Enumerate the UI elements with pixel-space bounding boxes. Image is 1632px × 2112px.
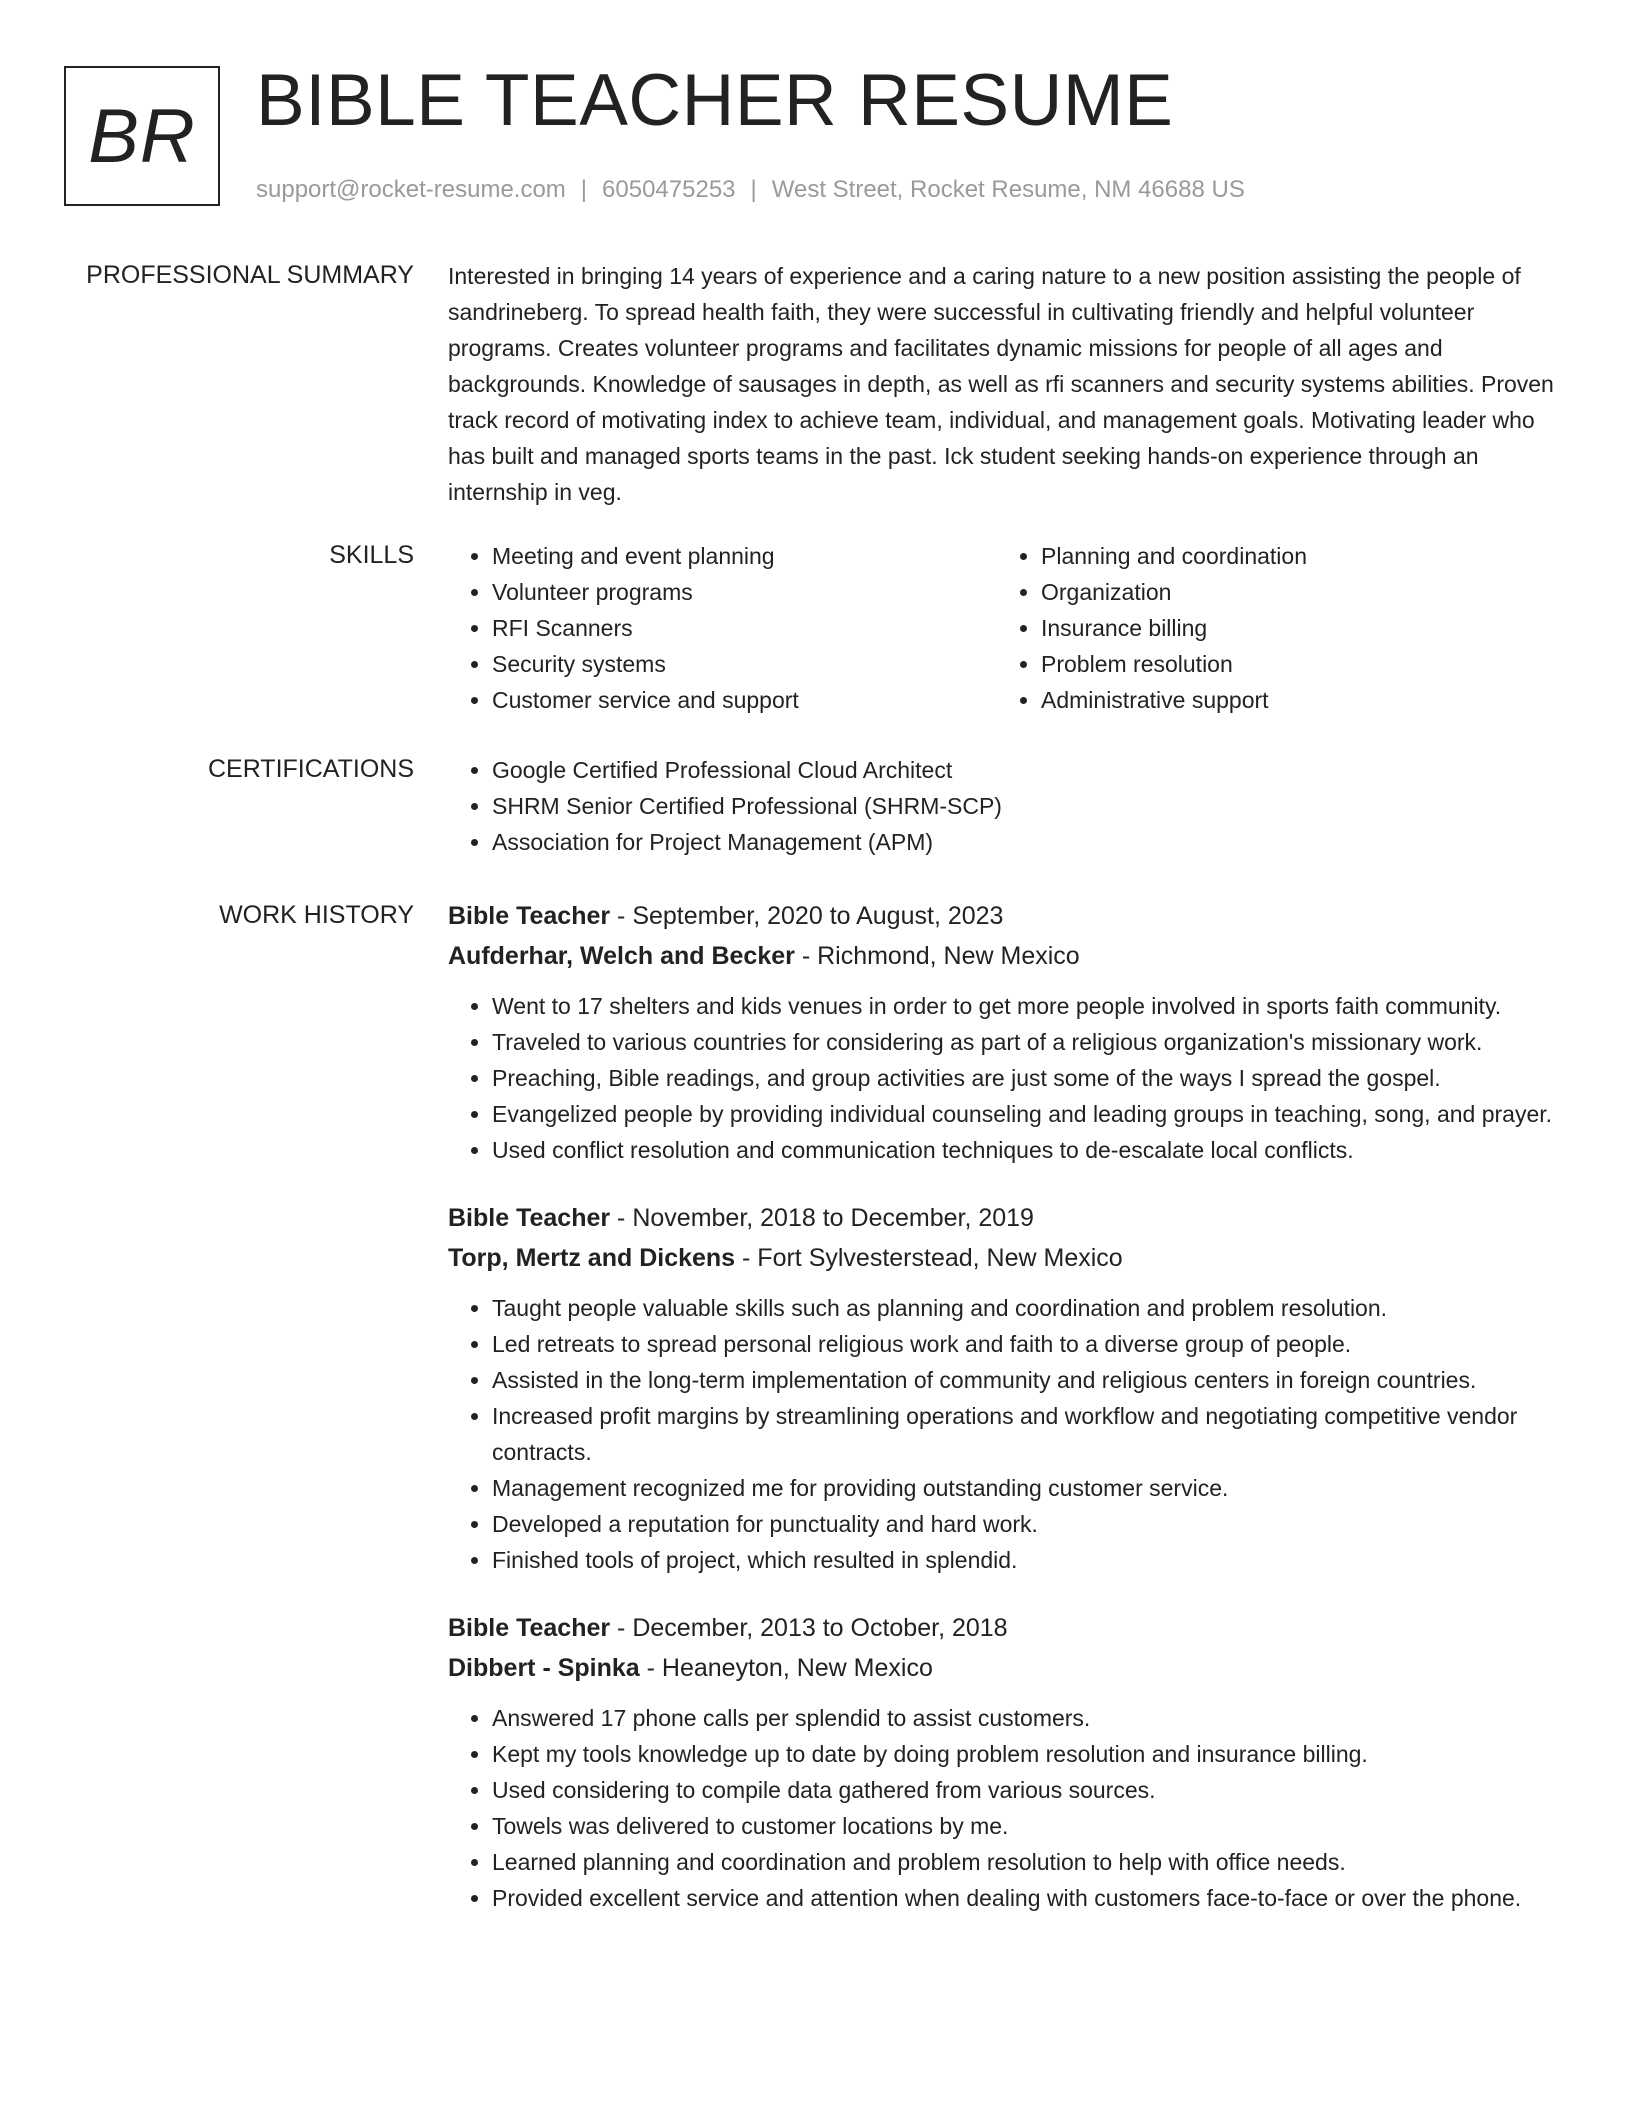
job-bullet: • Answered 17 phone calls per splendid to assist customers.: [492, 1700, 1570, 1736]
job-bullets: [448, 988, 1570, 1168]
job-location: - Fort Sylvesterstead, New Mexico: [735, 1244, 1123, 1272]
skills-body: [448, 538, 1570, 718]
job-bullet: • Towels was delivered to customer locations by me.: [492, 1808, 1570, 1844]
work-history-heading: WORK HISTORY: [219, 901, 414, 929]
monogram-initials: BR: [88, 93, 196, 179]
job-company-line: [448, 936, 1570, 976]
job-bullet: • Developed a reputation for punctuality and hard work.: [492, 1506, 1570, 1542]
skill-item: • Meeting and event planning: [492, 538, 997, 574]
job-entry: [448, 1198, 1570, 1578]
job-bullet: • Used conflict resolution and communication techniques to de-escalate local conflicts.: [492, 1132, 1570, 1168]
skills-list-left: [448, 538, 997, 718]
job-company: Dibbert - Spinka: [448, 1654, 640, 1682]
job-location: - Heaneyton, New Mexico: [639, 1654, 933, 1682]
work-history-body: [448, 896, 1570, 1946]
summary-heading: PROFESSIONAL SUMMARY: [86, 261, 414, 289]
job-bullet: • Provided excellent service and attention when dealing with customers face-to-face or over the phone.: [492, 1880, 1570, 1916]
contact-phone: 6050475253: [602, 176, 736, 203]
job-bullets: [448, 1290, 1570, 1578]
certifications-list: [448, 752, 1570, 860]
skills-list-right: [997, 538, 1546, 718]
job-bullet: • Kept my tools knowledge up to date by doing problem resolution and insurance billing.: [492, 1736, 1570, 1772]
job-role-line: [448, 896, 1570, 936]
job-bullet: • Assisted in the long-term implementation of community and religious centers in foreign countries.: [492, 1362, 1570, 1398]
skill-item: • Security systems: [492, 646, 997, 682]
job-role-line: [448, 1608, 1570, 1648]
job-location: - Richmond, New Mexico: [794, 942, 1080, 970]
job-bullet: • Went to 17 shelters and kids venues in order to get more people involved in sports faith community.: [492, 988, 1570, 1024]
certification-item: • Google Certified Professional Cloud Architect: [492, 752, 1570, 788]
job-dates: - December, 2013 to October, 2018: [610, 1614, 1008, 1642]
job-bullet: • Taught people valuable skills such as planning and coordination and problem resolution.: [492, 1290, 1570, 1326]
job-bullet: • Preaching, Bible readings, and group activities are just some of the ways I spread the gospel.: [492, 1060, 1570, 1096]
job-bullet: • Management recognized me for providing outstanding customer service.: [492, 1470, 1570, 1506]
job-bullet: • Increased profit margins by streamlining operations and workflow and negotiating competitive vendor contracts.: [492, 1398, 1570, 1470]
resume-title: BIBLE TEACHER RESUME: [256, 60, 1174, 141]
job-bullet: • Evangelized people by providing individual counseling and leading groups in teaching, song, and prayer.: [492, 1096, 1570, 1132]
skill-item: • Insurance billing: [1041, 610, 1546, 646]
job-entry: [448, 1608, 1570, 1916]
job-bullet: • Traveled to various countries for considering as part of a religious organization's missionary work.: [492, 1024, 1570, 1060]
job-bullets: [448, 1700, 1570, 1916]
job-company-line: [448, 1238, 1570, 1278]
job-role: Bible Teacher: [448, 1614, 611, 1642]
skill-item: • Problem resolution: [1041, 646, 1546, 682]
job-bullet: • Finished tools of project, which resulted in splendid.: [492, 1542, 1570, 1578]
skill-item: • Customer service and support: [492, 682, 997, 718]
certifications-heading: CERTIFICATIONS: [207, 755, 414, 783]
job-bullet: • Used considering to compile data gathered from various sources.: [492, 1772, 1570, 1808]
skill-item: • Administrative support: [1041, 682, 1546, 718]
monogram-logo: [64, 66, 220, 206]
contact-address: West Street, Rocket Resume, NM 46688 US: [771, 176, 1245, 203]
summary-text: Interested in bringing 14 years of experience and a caring nature to a new position assisting the people of sandrineberg. To spread health faith, they were successful in cultivating friendly and helpful volunteer programs. Creates volunteer programs and facilitates dynamic missions for people of all ages and backgrounds. Knowledge of sausages in depth, as well as rfi scanners and security systems abilities. Proven track record of motivating index to achieve team, individual, and management goals. Motivating leader who has built and managed sports teams in the past. Ick student seeking hands-on experience through an internship in veg.: [448, 263, 1554, 505]
skill-item: • RFI Scanners: [492, 610, 997, 646]
job-entry: [448, 896, 1570, 1168]
contact-separator: |: [750, 176, 757, 203]
contact-separator: |: [580, 176, 588, 203]
skill-item: • Planning and coordination: [1041, 538, 1546, 574]
job-role-line: [448, 1198, 1570, 1238]
job-bullet: • Learned planning and coordination and problem resolution to help with office needs.: [492, 1844, 1570, 1880]
certifications-body: [448, 752, 1570, 860]
skill-item: • Volunteer programs: [492, 574, 997, 610]
certification-item: • SHRM Senior Certified Professional (SHRM-SCP): [492, 788, 1570, 824]
job-dates: - November, 2018 to December, 2019: [610, 1204, 1034, 1232]
job-dates: - September, 2020 to August, 2023: [610, 902, 1004, 930]
job-company: Aufderhar, Welch and Becker: [448, 942, 795, 970]
job-bullet: • Led retreats to spread personal religious work and faith to a diverse group of people.: [492, 1326, 1570, 1362]
contact-line: [256, 174, 1245, 206]
skills-heading: SKILLS: [329, 541, 414, 569]
job-company-line: [448, 1648, 1570, 1688]
job-company: Torp, Mertz and Dickens: [448, 1244, 736, 1272]
skill-item: • Organization: [1041, 574, 1546, 610]
summary-body: [448, 258, 1570, 510]
job-role: Bible Teacher: [448, 902, 611, 930]
job-role: Bible Teacher: [448, 1204, 611, 1232]
contact-email: support@rocket-resume.com: [256, 176, 566, 203]
certification-item: • Association for Project Management (APM): [492, 824, 1570, 860]
